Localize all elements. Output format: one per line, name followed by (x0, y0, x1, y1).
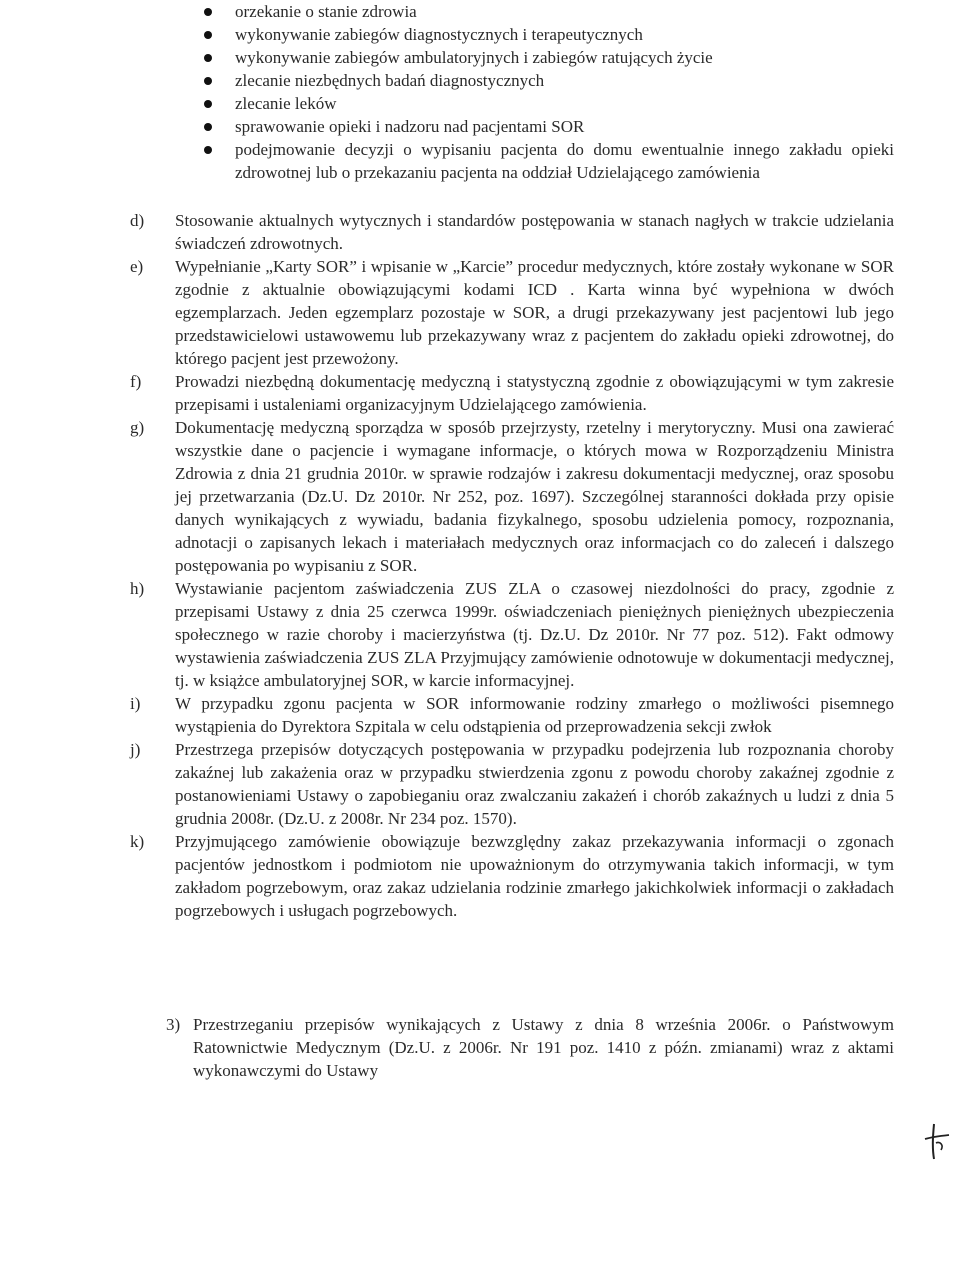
item-label: e) (130, 257, 144, 276)
bullet-dot-icon (204, 8, 212, 16)
handwritten-initial-icon (922, 1121, 952, 1161)
bullet-list (204, 0, 894, 184)
bullet-dot-icon (204, 77, 212, 85)
list-item-e (130, 255, 894, 370)
bullet-text: orzekanie o stanie zdrowia (235, 2, 417, 21)
item-label: h) (130, 579, 145, 598)
section-text: Przestrzeganiu przepisów wynikających z Ustawy z dnia 8 września 2006r. o Państwowym Ratownictwie Medycznym (Dz.U. z 2006r. Nr 191 poz. 1410 z późn. zmianami) wraz z aktami wykonawczymi do Ustawy (193, 1015, 894, 1080)
item-label: f) (130, 372, 142, 391)
item-text: Wypełnianie „Karty SOR” i wpisanie w „Karcie” procedur medycznych, które zostały wykonane w SOR zgodnie z aktualnie obowiązującymi kodami ICD . Karta winna być wypełniona w dwóch egzemplarzach. Jeden egzemplarz pozostaje w SOR, a drugi przekazywany jest pacjentowi lub jego przedstawicielowi ustawowemu lub przekazywany wraz z pacjentem do zakładu opieki zdrowotnej, do którego pacjent jest przewożony. (175, 257, 894, 368)
bullet-item (204, 138, 894, 184)
list-item-g (130, 416, 894, 577)
item-text: W przypadku zgonu pacjenta w SOR informowanie rodziny zmarłego o możliwości pisemnego wystąpienia do Dyrektora Szpitala w celu odstąpienia od przeprowadzenia sekcji zwłok (175, 694, 894, 736)
item-label: j) (130, 740, 141, 759)
item-label: k) (130, 832, 145, 851)
list-item-j (130, 738, 894, 830)
list-item-k (130, 830, 894, 922)
bullet-dot-icon (204, 54, 212, 62)
bullet-dot-icon (204, 100, 212, 108)
item-text: Stosowanie aktualnych wytycznych i standardów postępowania w stanach nagłych w trakcie udzielania świadczeń zdrowotnych. (175, 211, 894, 253)
list-item-h (130, 577, 894, 692)
section-label: 3) (166, 1015, 181, 1034)
item-text: Prowadzi niezbędną dokumentację medyczną i statystyczną zgodnie z obowiązującymi w tym zakresie przepisami i ustaleniami organizacyjnym Udzielającego zamówienia. (175, 372, 894, 414)
bullet-item (204, 23, 894, 46)
section-3 (166, 1013, 894, 1082)
bullet-dot-icon (204, 31, 212, 39)
lettered-list (130, 209, 894, 922)
bullet-text: wykonywanie zabiegów diagnostycznych i terapeutycznych (235, 25, 643, 44)
item-label: d) (130, 211, 145, 230)
bullet-item (204, 0, 894, 23)
list-item-f (130, 370, 894, 416)
item-label: g) (130, 418, 145, 437)
bullet-text: wykonywanie zabiegów ambulatoryjnych i zabiegów ratujących życie (235, 48, 713, 67)
bullet-text: zlecanie niezbędnych badań diagnostycznych (235, 71, 545, 90)
bullet-item (204, 46, 894, 69)
item-text: Wystawianie pacjentom zaświadczenia ZUS ZLA o czasowej niezdolności do pracy, zgodnie z przepisami Ustawy z dnia 25 czerwca 1999r. oświadczeniach pieniężnych pieniężnych ubezpieczenia społecznego w razie choroby i macierzyństwa (tj. Dz.U. Dz 2010r. Nr 77 poz. 512). Fakt odmowy wystawienia zaświadczenia ZUS ZLA Przyjmujący zamówienie odnotowuje w dokumentacji medycznej, tj. w książce ambulatoryjnej SOR, w karcie informacyjnej. (175, 579, 894, 690)
item-label: i) (130, 694, 141, 713)
item-text: Dokumentację medyczną sporządza w sposób przejrzysty, rzetelny i merytoryczny. Musi ona zawierać wszystkie dane o pacjencie i wymagane informacje, o których mowa w Rozporządzeniu Ministra Zdrowia z dnia 21 grudnia 2010r. w sprawie rodzajów i zakresu dokumentacji medycznej, oraz sposobu jej przetwarzania (Dz.U. Dz 2010r. Nr 252, poz. 1697). Szczególnej staranności dokłada przy opisie danych wynikających z wywiadu, badania fizykalnego, sposobu udzielenia pomocy, rozpoznania, adnotacji o zapisanych lekach i materiałach medycznych oraz informacjach co do zaleceń i dalszego postępowania po wypisaniu z SOR. (175, 418, 894, 575)
bullet-text: podejmowanie decyzji o wypisaniu pacjenta do domu ewentualnie innego zakładu opieki zdrowotnej lub o przekazaniu pacjenta na oddział Udzielającego zamówienia (235, 140, 894, 182)
bullet-text: zlecanie leków (235, 94, 337, 113)
bullet-item (204, 69, 894, 92)
bullet-dot-icon (204, 146, 212, 154)
item-text: Przyjmującego zamówienie obowiązuje bezwzględny zakaz przekazywania informacji o zgonach pacjentów jednostkom i podmiotom nie upoważnionym do otrzymywania takich informacji, w tym zakładom pogrzebowym, oraz zakaz udzielania rodzinie zmarłego jakichkolwiek informacji o zakładach pogrzebowych i usługach pogrzebowych. (175, 832, 894, 920)
bullet-dot-icon (204, 123, 212, 131)
bullet-item (204, 115, 894, 138)
bullet-text: sprawowanie opieki i nadzoru nad pacjentami SOR (235, 117, 585, 136)
item-text: Przestrzega przepisów dotyczących postępowania w przypadku podejrzenia lub rozpoznania choroby zakaźnej lub zakażenia oraz w przypadku stwierdzenia zgonu z powodu choroby zakaźnej zgodnie z postanowieniami Ustawy o zapobieganiu oraz zwalczaniu zakażeń i chorób zakaźnych u ludzi z dnia 5 grudnia 2008r. (Dz.U. z 2008r. Nr 234 poz. 1570). (175, 740, 894, 828)
list-item-i (130, 692, 894, 738)
bullet-item (204, 92, 894, 115)
list-item-d (130, 209, 894, 255)
